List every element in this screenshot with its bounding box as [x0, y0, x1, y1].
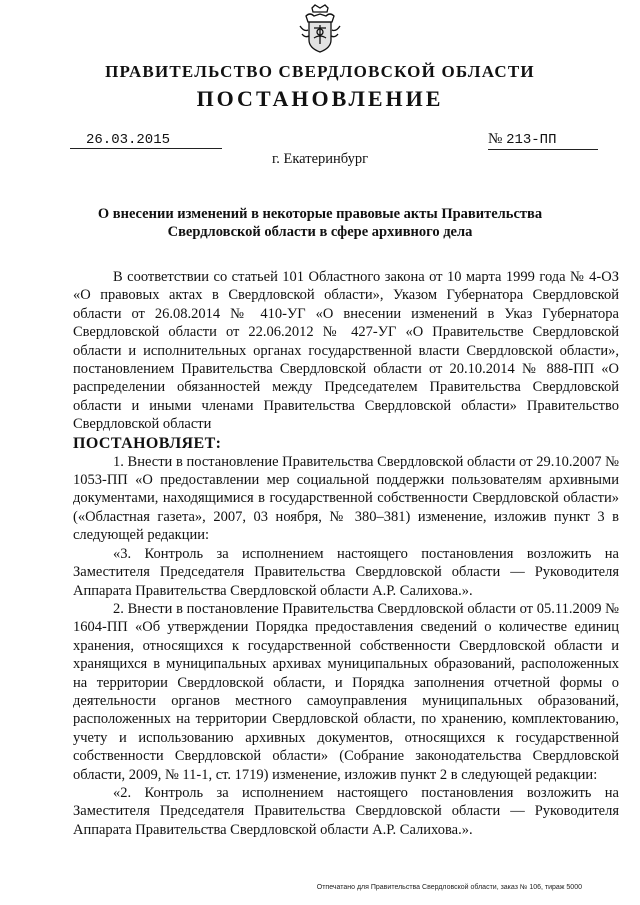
item-2-paragraph: 2. Внести в постановление Правительства Свердловской области от 05.11.2009 № 1604-ПП «Об утверждении Порядка предоставления сведений о количестве единиц хранения, относящихся к государственной собственности Свердловской области и хранящихся в муниципальных архивах муниципальных образований, расположенных на территории Свердловской области, и Порядка заполнения отчетной формы о деятельности органов местного самоуправления муниципальных образований, расположенных на территории Свердловской области, по хранению, комплектованию, учету и использованию архивных документов, относящихся к государственной собственности Свердловской области» (Собрание законодательства Свердловской области, 2009, № 11-1, ст. 1719) изменение, изложив пункт 2 в следующей редакции:	[73, 600, 619, 783]
document-number	[488, 130, 598, 150]
print-note: Отпечатано для Правительства Свердловской области, заказ № 106, тираж 5000	[316, 884, 582, 891]
city: г. Екатеринбург	[271, 151, 369, 167]
heading-line-2: Свердловской области в сфере архивного дела	[167, 224, 473, 240]
number-prefix: №	[488, 131, 507, 147]
document-body	[73, 268, 619, 839]
item-1-paragraph: 1. Внести в постановление Правительства Свердловской области от 29.10.2007 № 1053-ПП «О предоставлении мер социальной поддержки пользователям архивными документами, находящимися в государственной собственности Свердловской области» («Областная газета», 2007, 03 ноября, № 380–381) изменение, изложив пункт 3 в следующей редакции:	[73, 453, 619, 544]
document-type: ПОСТАНОВЛЕНИЕ	[196, 86, 444, 111]
item-1-quote: «3. Контроль за исполнением настоящего постановления возложить на Заместителя Председателя Правительства Свердловской области — Руководителя Аппарата Правительства Свердловской области А.Р. Салихова.».	[73, 545, 619, 599]
item-2-quote: «2. Контроль за исполнением настоящего постановления возложить на Заместителя Председателя Правительства Свердловской области — Руководителя Аппарата Правительства Свердловской области А.Р. Салихова.».	[73, 784, 619, 838]
document-date: 26.03.2015	[70, 132, 222, 149]
decree-word: ПОСТАНОВЛЯЕТ:	[73, 434, 222, 452]
coat-of-arms-icon	[298, 4, 342, 54]
number-value: 213-ПП	[506, 132, 557, 148]
heading-line-1: О внесении изменений в некоторые правовые акты Правительства	[97, 206, 543, 222]
preamble-paragraph: В соответствии со статьей 101 Областного закона от 10 марта 1999 года № 4-ОЗ «О правовых актах в Свердловской области», Указом Губернатора Свердловской области от 26.08.2014 № 410-УГ «О внесении изменений в Указ Губернатора Свердловской области от 22.06.2012 № 427-УГ «О Правительстве Свердловской области и исполнительных органах государственной власти Свердловской области», постановлением Правительства Свердловской области от 20.10.2014 № 888-ПП «О распределении обязанностей между Председателем Правительства Свердловской области и иными членами Правительства Свердловской области» Правительство Свердловской области	[73, 269, 619, 433]
document-heading	[0, 205, 640, 241]
government-title: ПРАВИТЕЛЬСТВО СВЕРДЛОВСКОЙ ОБЛАСТИ	[105, 62, 535, 81]
